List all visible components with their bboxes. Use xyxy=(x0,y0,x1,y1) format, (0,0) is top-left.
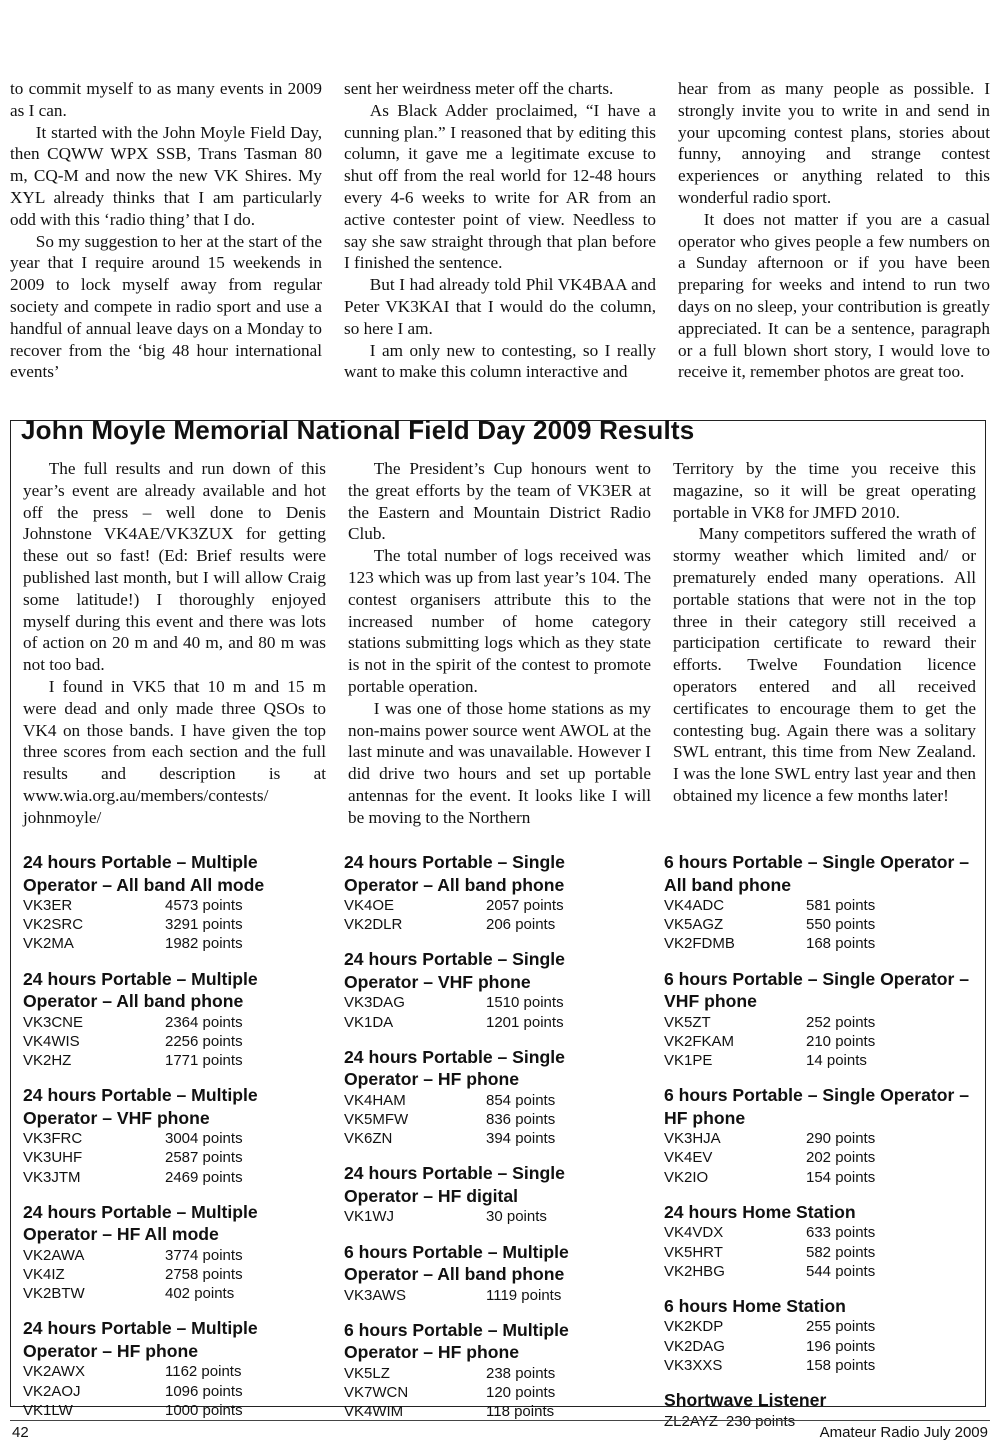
result-row xyxy=(664,1317,979,1336)
score: 1096 points xyxy=(165,1382,243,1400)
callsign: VK4IZ xyxy=(23,1266,65,1284)
callsign: VK4ADC xyxy=(664,897,725,914)
result-section xyxy=(344,1046,644,1149)
score: 582 points xyxy=(806,1243,876,1261)
result-row xyxy=(664,1168,979,1187)
result-category-title: 24 hours Portable – Single Operator – VHF phone xyxy=(344,949,565,992)
results-article-columns xyxy=(23,458,977,829)
score: 202 points xyxy=(806,1149,876,1167)
result-row xyxy=(344,1286,644,1305)
score: 2057 points xyxy=(486,897,564,914)
result-row xyxy=(664,1032,979,1051)
paragraph: Many competitors suffered the wrath of stormy weather which limited and/ or prematurely ended many operations. All portable stations that were not in the top three in their category still received a participation certificate to reward their efforts. Twelve Foundation licence operators entered and all received certificates to encourage them to get the contesting bug. Again there was a solitary SWL entrant, this time from New Zealand. I was the lone SWL entry last year and then obtained my licence a few months later! xyxy=(673,524,976,805)
score: 290 points xyxy=(806,1130,876,1148)
score: 2469 points xyxy=(165,1168,243,1186)
result-row xyxy=(23,1265,323,1284)
score: 2758 points xyxy=(165,1266,243,1284)
result-row xyxy=(664,1148,979,1167)
result-category-title: 24 hours Portable – Multiple Operator – All band All mode xyxy=(23,852,265,895)
result-row xyxy=(23,1284,323,1303)
result-category-title: 24 hours Portable – Single Operator – HF digital xyxy=(344,1163,565,1206)
result-row xyxy=(23,1168,323,1187)
callsign: VK2HBG xyxy=(664,1262,725,1280)
result-row xyxy=(23,1032,323,1051)
score: 836 points xyxy=(486,1111,556,1129)
result-row xyxy=(664,1013,979,1032)
intro-column-1 xyxy=(10,78,322,383)
paragraph: to commit myself to as many events in 2009 as I can. xyxy=(10,79,322,120)
paragraph: The full results and run down of this year’s event are already available and hot off the press – well done to Denis Johnstone VK4AE/VK3ZUX for getting these out so fast! (Ed: Brief results were published last month, but I will allow Craig some latitude!) I thoroughly enjoyed myself during this event and there was lots of action on 20 m and 40 m, and 80 m was not too bad. xyxy=(23,459,326,675)
result-section xyxy=(23,1201,323,1304)
score: 544 points xyxy=(806,1262,876,1280)
result-row xyxy=(664,1337,979,1356)
score: 3291 points xyxy=(165,916,243,934)
result-category-title: 6 hours Portable – Multiple Operator – All band phone xyxy=(344,1241,569,1285)
result-row xyxy=(344,1091,644,1110)
score: 394 points xyxy=(486,1130,556,1148)
score: 238 points xyxy=(486,1364,556,1382)
score: 14 points xyxy=(806,1052,867,1070)
callsign: VK5ZT xyxy=(664,1013,711,1031)
result-row xyxy=(23,1148,323,1167)
score: 4573 points xyxy=(165,897,243,914)
result-row xyxy=(23,1401,323,1420)
callsign: VK2DAG xyxy=(664,1337,725,1355)
callsign: VK4HAM xyxy=(344,1091,406,1109)
result-section xyxy=(344,1319,644,1422)
result-category-title: 6 hours Portable – Single Operator – All band phone xyxy=(664,852,970,895)
score: 168 points xyxy=(806,935,876,953)
callsign: VK3CNE xyxy=(23,1013,84,1031)
score: 581 points xyxy=(806,897,876,914)
footer-rule xyxy=(10,1420,990,1421)
paragraph: As Black Adder proclaimed, “I have a cunning plan.” I reasoned that by editing this column, it gave me a legitimate excuse to shut off from the real world for 12-48 hours every 4-6 weeks to write for AR from an active contester point of view. Needless to say she saw straight through that plan before I finished the sentence. xyxy=(344,100,656,273)
article-column-3 xyxy=(673,458,976,829)
paragraph: Territory by the time you receive this magazine, so it will be great operating portable in VK8 for JMFD 2010. xyxy=(673,459,976,522)
result-category-title: 24 hours Portable – Single Operator – All band phone xyxy=(344,852,565,895)
result-category-title: 24 hours Portable – Multiple Operator – HF phone xyxy=(23,1318,258,1361)
callsign: VK3FRC xyxy=(23,1130,83,1148)
result-row xyxy=(664,934,979,953)
score: 30 points xyxy=(486,1208,547,1226)
callsign: VK4EV xyxy=(664,1149,713,1167)
result-row xyxy=(344,1207,644,1226)
score: 1982 points xyxy=(165,935,243,953)
callsign: VK2KDP xyxy=(664,1318,724,1336)
callsign: VK1DA xyxy=(344,1013,394,1031)
callsign: VK6ZN xyxy=(344,1130,393,1148)
result-row xyxy=(344,1129,644,1148)
callsign: VK2AWA xyxy=(23,1246,85,1264)
callsign: VK2DLR xyxy=(344,916,403,934)
callsign: VK1WJ xyxy=(344,1208,395,1226)
result-category-title: 24 hours Portable – Multiple Operator – VHF phone xyxy=(23,1085,258,1128)
result-section xyxy=(23,851,323,954)
result-section xyxy=(344,1241,644,1305)
result-row xyxy=(344,915,644,934)
result-row xyxy=(23,1013,323,1032)
paragraph: It started with the John Moyle Field Day, then CQWW WPX SSB, Trans Tasman 80 m, CQ-M and now the new VK Shires. My XYL already thinks that I am particularly odd with this ‘radio thing’ that I do. xyxy=(10,122,322,229)
paragraph: I found in VK5 that 10 m and 15 m were dead and only made three QSOs to VK4 on those bands. I have given the top three scores from each section and the full results and description is at www.wia.org.au/members/contests/ johnmoyle/ xyxy=(23,676,326,827)
callsign: VK2AWX xyxy=(23,1363,85,1381)
score: 230 points xyxy=(725,1412,796,1430)
score: 255 points xyxy=(806,1318,876,1336)
score: 1771 points xyxy=(165,1052,243,1070)
result-section xyxy=(344,1162,644,1226)
callsign: VK4VDX xyxy=(664,1224,724,1242)
result-row xyxy=(23,915,323,934)
result-category-title: 6 hours Home Station xyxy=(664,1295,846,1316)
results-column-3 xyxy=(664,851,979,1445)
result-category-title: 6 hours Portable – Single Operator – VHF phone xyxy=(664,968,970,1012)
result-row xyxy=(23,934,323,953)
paragraph: hear from as many people as possible. I strongly invite you to write in and send in your upcoming contest plans, stories about funny, annoying and strange contest experiences or anything related to this wonderful radio sport. xyxy=(678,79,990,207)
score: 154 points xyxy=(806,1168,876,1186)
score: 1119 points xyxy=(486,1286,562,1304)
callsign: VK2FKAM xyxy=(664,1032,735,1050)
result-category-title: 6 hours Portable – Multiple Operator – HF phone xyxy=(344,1319,569,1363)
result-section xyxy=(664,1201,979,1281)
callsign: VK5AGZ xyxy=(664,916,724,934)
paragraph: I am only new to contesting, so I really want to make this column interactive and xyxy=(344,340,656,382)
result-category-title: 24 hours Portable – Multiple Operator – All band phone xyxy=(23,968,258,1012)
page-number: 42 xyxy=(12,1424,29,1441)
result-row xyxy=(664,896,979,915)
result-row xyxy=(664,915,979,934)
score: 3774 points xyxy=(165,1246,243,1264)
callsign: VK4OE xyxy=(344,897,395,914)
score: 854 points xyxy=(486,1091,556,1109)
result-section xyxy=(23,1084,323,1187)
score: 2256 points xyxy=(165,1032,243,1050)
result-category-title: 6 hours Portable – Single Operator – HF phone xyxy=(664,1085,970,1128)
results-column-2 xyxy=(344,851,644,1435)
callsign: VK1LW xyxy=(23,1401,73,1419)
paragraph: sent her weirdness meter off the charts. xyxy=(344,79,614,98)
callsign: VK2SRC xyxy=(23,916,84,934)
result-row xyxy=(344,1013,644,1032)
callsign: VK3JTM xyxy=(23,1168,81,1186)
intro-column-2 xyxy=(344,78,656,383)
callsign: ZL2AYZ xyxy=(664,1412,718,1430)
result-row xyxy=(23,896,323,915)
result-row xyxy=(344,896,644,915)
paragraph: It does not matter if you are a casual operator who gives people a few numbers on a Sunday afternoon or if you have been preparing for weeks and intend to run two days on no sleep, your contribution is greatly appreciated. It can be a sentence, paragraph or a full blown short story, I would love to receive it, remember photos are great too. xyxy=(678,209,990,382)
result-section xyxy=(23,1317,323,1420)
intro-column-3 xyxy=(678,78,990,383)
callsign: VK3UHF xyxy=(23,1149,83,1167)
score: 158 points xyxy=(806,1356,876,1374)
result-row xyxy=(23,1051,323,1070)
result-row xyxy=(344,1110,644,1129)
paragraph: The total number of logs received was 123 which was up from last year’s 104. The contest organisers attribute this to the increased number of home category stations submitting logs which as they state is not in the spirit of the contest to promote portable operation. xyxy=(348,546,651,696)
result-section xyxy=(23,968,323,1071)
paragraph: I was one of those home stations as my non-mains power source went AWOL at the last minute and was unavailable. However I did drive two hours and set up portable antennas for the event. It looks like I will be moving to the Northern xyxy=(348,698,651,827)
callsign: VK3DAG xyxy=(344,994,405,1012)
score: 196 points xyxy=(806,1337,876,1355)
score: 1000 points xyxy=(165,1401,243,1419)
article-column-2 xyxy=(348,458,651,829)
result-section xyxy=(664,1295,979,1375)
result-category-title: Shortwave Listener xyxy=(664,1390,827,1411)
result-category-title: 24 hours Portable – Single Operator – HF phone xyxy=(344,1046,565,1090)
callsign: VK2MA xyxy=(23,935,74,953)
result-row xyxy=(344,1402,644,1421)
paragraph: The President’s Cup honours went to the great efforts by the team of VK3ER at the Eastern and Mountain District Radio Club. xyxy=(348,459,651,544)
callsign: VK4WIS xyxy=(23,1032,80,1050)
score: 2587 points xyxy=(165,1149,243,1167)
score: 1162 points xyxy=(165,1363,242,1381)
result-section xyxy=(664,968,979,1071)
score: 402 points xyxy=(165,1285,235,1303)
intro-columns xyxy=(10,78,990,383)
callsign: VK2HZ xyxy=(23,1052,72,1070)
score: 206 points xyxy=(486,916,556,934)
result-row xyxy=(664,1223,979,1242)
callsign: VK4WIM xyxy=(344,1403,404,1421)
score: 118 points xyxy=(486,1403,555,1421)
callsign: VK3XXS xyxy=(664,1356,723,1374)
result-category-title: 24 hours Home Station xyxy=(664,1201,856,1222)
result-row xyxy=(23,1382,323,1401)
callsign: VK5LZ xyxy=(344,1364,390,1382)
results-column-1 xyxy=(23,851,323,1434)
callsign: VK5HRT xyxy=(664,1243,723,1261)
result-row xyxy=(344,1364,644,1383)
result-section xyxy=(664,1084,979,1187)
result-section xyxy=(344,851,644,934)
score: 1201 points xyxy=(486,1013,564,1031)
result-row xyxy=(664,1262,979,1281)
score: 120 points xyxy=(486,1384,556,1402)
result-category-title: 24 hours Portable – Multiple Operator – HF All mode xyxy=(23,1201,258,1245)
results-box xyxy=(10,415,986,1430)
result-section xyxy=(344,948,644,1031)
score: 633 points xyxy=(806,1224,876,1242)
result-row xyxy=(664,1051,979,1070)
score: 550 points xyxy=(806,916,876,934)
callsign: VK5MFW xyxy=(344,1111,409,1129)
result-row xyxy=(664,1356,979,1375)
callsign: VK3HJA xyxy=(664,1130,721,1148)
score: 252 points xyxy=(806,1013,876,1031)
score: 3004 points xyxy=(165,1130,243,1148)
article-column-1 xyxy=(23,458,326,829)
score: 210 points xyxy=(806,1032,876,1050)
score: 1510 points xyxy=(486,994,564,1012)
callsign: VK2FDMB xyxy=(664,935,735,953)
magazine-issue: Amateur Radio July 2009 xyxy=(819,1424,988,1441)
result-section xyxy=(664,851,979,954)
result-row xyxy=(664,1129,979,1148)
callsign: VK2IO xyxy=(664,1168,709,1186)
paragraph: But I had already told Phil VK4BAA and Peter VK3KAI that I would do the column, so here I am. xyxy=(344,275,656,338)
callsign: VK2AOJ xyxy=(23,1382,81,1400)
callsign: VK2BTW xyxy=(23,1285,85,1303)
callsign: VK3AWS xyxy=(344,1286,406,1304)
callsign: VK1PE xyxy=(664,1052,713,1070)
result-row xyxy=(344,1383,644,1402)
result-row xyxy=(23,1362,323,1381)
callsign: VK7WCN xyxy=(344,1384,409,1402)
result-row xyxy=(664,1243,979,1262)
result-row xyxy=(344,993,644,1012)
result-row xyxy=(23,1246,323,1265)
result-row xyxy=(23,1129,323,1148)
section-title: John Moyle Memorial National Field Day 2009 Results xyxy=(21,415,695,445)
score: 2364 points xyxy=(165,1013,243,1031)
paragraph: So my suggestion to her at the start of the year that I require around 15 weekends in 2009 to lock myself away from regular society and compete in radio sport and use a handful of annual leave days on a Monday to recover from the ‘big 48 hour international events’ xyxy=(10,231,322,382)
callsign: VK3ER xyxy=(23,897,73,914)
